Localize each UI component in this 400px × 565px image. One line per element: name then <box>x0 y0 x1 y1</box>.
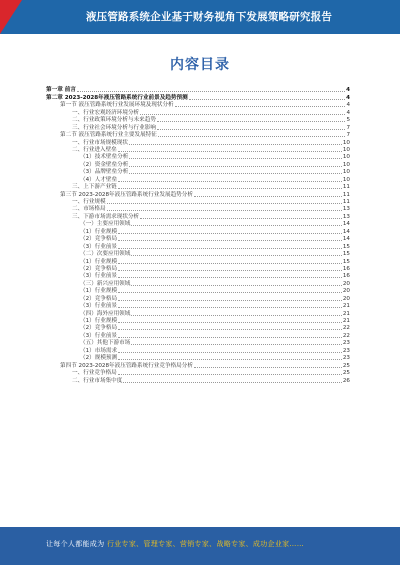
toc-entry[interactable] <box>46 346 350 353</box>
dot-leader <box>157 129 346 130</box>
footer-slogan-lead: 让每个人都能成为 <box>46 540 105 548</box>
toc-entry[interactable] <box>46 131 350 138</box>
toc-entry-page: 14 <box>342 228 350 235</box>
toc-entry[interactable] <box>46 324 350 331</box>
toc-entry-title: （1）市场需求 <box>80 347 118 354</box>
toc-entry-title: （1）行业规模 <box>80 258 118 265</box>
toc-entry-title: （2）资金壁垒分析 <box>80 161 129 168</box>
toc-entry[interactable] <box>46 376 350 383</box>
dot-leader <box>189 99 345 100</box>
dot-leader <box>123 382 342 383</box>
toc-entry-page: 7 <box>346 132 350 139</box>
toc-entry-title: （1）行业规模 <box>80 288 118 295</box>
dot-leader <box>118 322 342 323</box>
toc-entry-page: 15 <box>342 258 350 265</box>
toc-entry-page: 25 <box>342 370 350 377</box>
toc-entry[interactable] <box>46 153 350 160</box>
toc-entry-page: 11 <box>342 184 350 191</box>
toc-entry-page: 16 <box>342 273 350 280</box>
toc-entry-page: 10 <box>342 146 350 153</box>
toc-entry[interactable] <box>46 294 350 301</box>
dot-leader <box>131 285 342 286</box>
toc-entry-title: 三、下游市场需求现状分析 <box>72 213 140 220</box>
toc-entry-page: 4 <box>346 109 350 116</box>
toc-entry[interactable] <box>46 190 350 197</box>
toc-entry[interactable] <box>46 123 350 130</box>
toc-entry[interactable] <box>46 257 350 264</box>
toc-entry-page: 10 <box>342 176 350 183</box>
toc-entry[interactable] <box>46 205 350 212</box>
toc-entry-page: 11 <box>342 199 350 205</box>
table-of-contents <box>46 86 350 384</box>
toc-entry[interactable] <box>46 302 350 309</box>
toc-entry[interactable] <box>46 279 350 286</box>
dot-leader <box>131 225 342 226</box>
dot-leader <box>129 173 342 174</box>
toc-entry-title: （2）规模预测 <box>80 355 118 362</box>
toc-entry-title: （五）其他下游市场 <box>80 340 131 347</box>
toc-entry-page: 22 <box>342 332 350 339</box>
dot-leader <box>131 344 342 345</box>
toc-entry[interactable] <box>46 265 350 272</box>
dot-leader <box>131 255 342 256</box>
dot-leader <box>77 91 345 92</box>
toc-entry-title: （4）人才壁垒 <box>80 176 118 183</box>
footer-banner <box>0 527 400 565</box>
toc-entry-title: （2）竞争格局 <box>80 295 118 302</box>
dot-leader <box>129 158 342 159</box>
toc-entry[interactable] <box>46 369 350 376</box>
toc-entry-title: 一、行业竞争格局 <box>72 370 117 377</box>
dot-leader <box>118 151 342 152</box>
dot-leader <box>157 121 346 122</box>
dot-leader <box>158 136 346 137</box>
toc-entry-title: 第二节 液压管路系统行业主要发展特征 <box>60 132 157 139</box>
toc-entry-page: 23 <box>342 355 350 362</box>
toc-entry[interactable] <box>46 250 350 257</box>
dot-leader <box>131 315 342 316</box>
dot-leader <box>118 307 342 308</box>
toc-entry[interactable] <box>46 361 350 368</box>
dot-leader <box>129 144 342 145</box>
dot-leader <box>118 359 342 360</box>
dot-leader <box>118 352 342 353</box>
toc-entry-page: 25 <box>342 362 350 369</box>
toc-entry-title: 一、行业规模 <box>72 199 106 205</box>
dot-leader <box>118 263 342 264</box>
toc-entry-title: 第三节 2023-2028年液压管路系统行业发展趋势分析 <box>60 191 193 198</box>
toc-entry[interactable] <box>46 339 350 346</box>
toc-entry-title: 三、上下游产业链 <box>72 184 117 191</box>
toc-entry-page: 21 <box>342 318 350 324</box>
toc-entry-title: （3）行业前景 <box>80 243 118 250</box>
toc-entry[interactable] <box>46 331 350 338</box>
toc-entry-page: 22 <box>342 325 350 332</box>
dot-leader <box>194 196 342 197</box>
toc-entry-title: 二、市场格局 <box>72 206 106 213</box>
toc-entry-title: 二、行业市场集中度 <box>72 377 123 384</box>
toc-entry-page: 21 <box>342 303 350 310</box>
toc-entry[interactable] <box>46 354 350 361</box>
toc-entry-page: 20 <box>342 288 350 295</box>
dot-leader <box>118 233 342 234</box>
dot-leader <box>175 106 346 107</box>
toc-entry-title: 第四节 2023-2028年液压管路系统行业竞争格局分析 <box>60 362 193 369</box>
dot-leader <box>118 337 342 338</box>
toc-entry-page: 23 <box>342 347 350 354</box>
toc-entry-title: 第一节 液压管路系统行业发展环境及现状分析 <box>60 102 174 109</box>
toc-entry[interactable] <box>46 183 350 190</box>
toc-entry-page: 20 <box>342 280 350 287</box>
toc-entry-title: （四）海外应用领域 <box>80 310 131 317</box>
toc-entry-title: （3）行业前景 <box>80 332 118 339</box>
toc-entry-title: 第一章 前言 <box>46 87 76 94</box>
report-title: 液压管路系统企业基于财务视角下发展策略研究报告 <box>85 11 333 23</box>
dot-leader <box>118 270 342 271</box>
toc-entry-title: 一、行业宏观经济环境分析 <box>72 109 140 116</box>
toc-entry-title: 一、行业市场规模现状 <box>72 139 128 146</box>
toc-entry-title: 二、行业进入壁垒 <box>72 146 117 153</box>
toc-entry-page: 10 <box>342 139 350 146</box>
toc-entry-title: 三、行业社会环境分析与行业影响 <box>72 124 156 131</box>
header-banner <box>0 0 400 34</box>
toc-entry-page: 10 <box>342 169 350 176</box>
toc-entry-title: 二、行业政策环境分析与未来趋势 <box>72 117 156 124</box>
toc-entry-page: 4 <box>346 102 350 109</box>
toc-entry-title: （1）行业规模 <box>80 318 118 324</box>
dot-leader <box>129 166 342 167</box>
toc-entry-page: 20 <box>342 295 350 302</box>
toc-entry-page: 21 <box>342 310 350 317</box>
dot-leader <box>194 367 342 368</box>
toc-entry-title: （2）竞争格局 <box>80 236 118 243</box>
toc-entry-title: （2）竞争格局 <box>80 265 118 272</box>
dot-leader <box>118 277 342 278</box>
toc-entry[interactable] <box>46 116 350 123</box>
dot-leader <box>118 292 342 293</box>
toc-entry-title: （3）行业前景 <box>80 303 118 310</box>
dot-leader <box>118 300 342 301</box>
toc-entry[interactable] <box>46 93 350 100</box>
dot-leader <box>118 240 342 241</box>
toc-entry-title: （1）行业规模 <box>80 228 118 235</box>
toc-entry-page: 14 <box>342 236 350 243</box>
toc-entry-page: 13 <box>342 206 350 213</box>
toc-entry-page: 10 <box>342 154 350 161</box>
toc-entry[interactable] <box>46 287 350 294</box>
toc-entry-title: （一）主要应用领域 <box>80 221 131 228</box>
page-title: 内容目录 <box>170 57 230 73</box>
toc-entry-title: （3）品牌壁垒分析 <box>80 169 129 176</box>
toc-entry-page: 4 <box>346 87 350 94</box>
toc-entry[interactable] <box>46 168 350 175</box>
dot-leader <box>118 181 342 182</box>
red-corner-decoration <box>0 0 22 34</box>
dot-leader <box>118 329 342 330</box>
footer-slogan-highlight: 行业专家、管理专家、营销专家、战略专家、成功企业家…… <box>106 540 305 548</box>
toc-entry-title: （二）次要应用领域 <box>80 251 131 258</box>
toc-entry[interactable] <box>46 146 350 153</box>
toc-entry-page: 4 <box>346 94 350 101</box>
dot-leader <box>118 188 342 189</box>
toc-entry[interactable] <box>46 220 350 227</box>
dot-leader <box>118 374 342 375</box>
toc-entry-title: （3）行业前景 <box>80 273 118 280</box>
toc-entry-page: 10 <box>342 161 350 168</box>
toc-entry[interactable] <box>46 317 350 324</box>
toc-entry[interactable] <box>46 198 350 205</box>
toc-entry[interactable] <box>46 235 350 242</box>
toc-entry[interactable] <box>46 101 350 108</box>
dot-leader <box>107 210 342 211</box>
toc-entry-page: 15 <box>342 243 350 250</box>
toc-entry-title: （1）技术壁垒分析 <box>80 154 129 161</box>
toc-entry[interactable] <box>46 309 350 316</box>
toc-entry-page: 23 <box>342 340 350 347</box>
toc-entry-title: 第二章 2023-2028年液压管路系统行业前景及趋势预测 <box>46 94 188 101</box>
toc-entry[interactable] <box>46 160 350 167</box>
toc-entry-page: 13 <box>342 213 350 220</box>
toc-entry[interactable] <box>46 242 350 249</box>
toc-entry-title: （三）新兴应用领域 <box>80 280 131 287</box>
toc-entry-page: 15 <box>342 251 350 258</box>
toc-entry[interactable] <box>46 175 350 182</box>
toc-entry-page: 14 <box>342 221 350 228</box>
toc-entry-page: 26 <box>342 377 350 384</box>
toc-entry[interactable] <box>46 86 350 93</box>
dot-leader <box>118 248 342 249</box>
dot-leader <box>140 114 345 115</box>
dot-leader <box>107 203 342 204</box>
footer-slogan <box>46 539 304 549</box>
toc-entry-title: （2）竞争格局 <box>80 325 118 332</box>
toc-entry-page: 5 <box>346 117 350 124</box>
toc-entry-page: 7 <box>346 124 350 131</box>
toc-entry[interactable] <box>46 108 350 115</box>
toc-entry[interactable] <box>46 138 350 145</box>
toc-entry-page: 11 <box>342 191 350 198</box>
toc-entry[interactable] <box>46 212 350 219</box>
toc-entry[interactable] <box>46 227 350 234</box>
toc-entry-page: 16 <box>342 265 350 272</box>
toc-entry[interactable] <box>46 272 350 279</box>
dot-leader <box>140 218 342 219</box>
